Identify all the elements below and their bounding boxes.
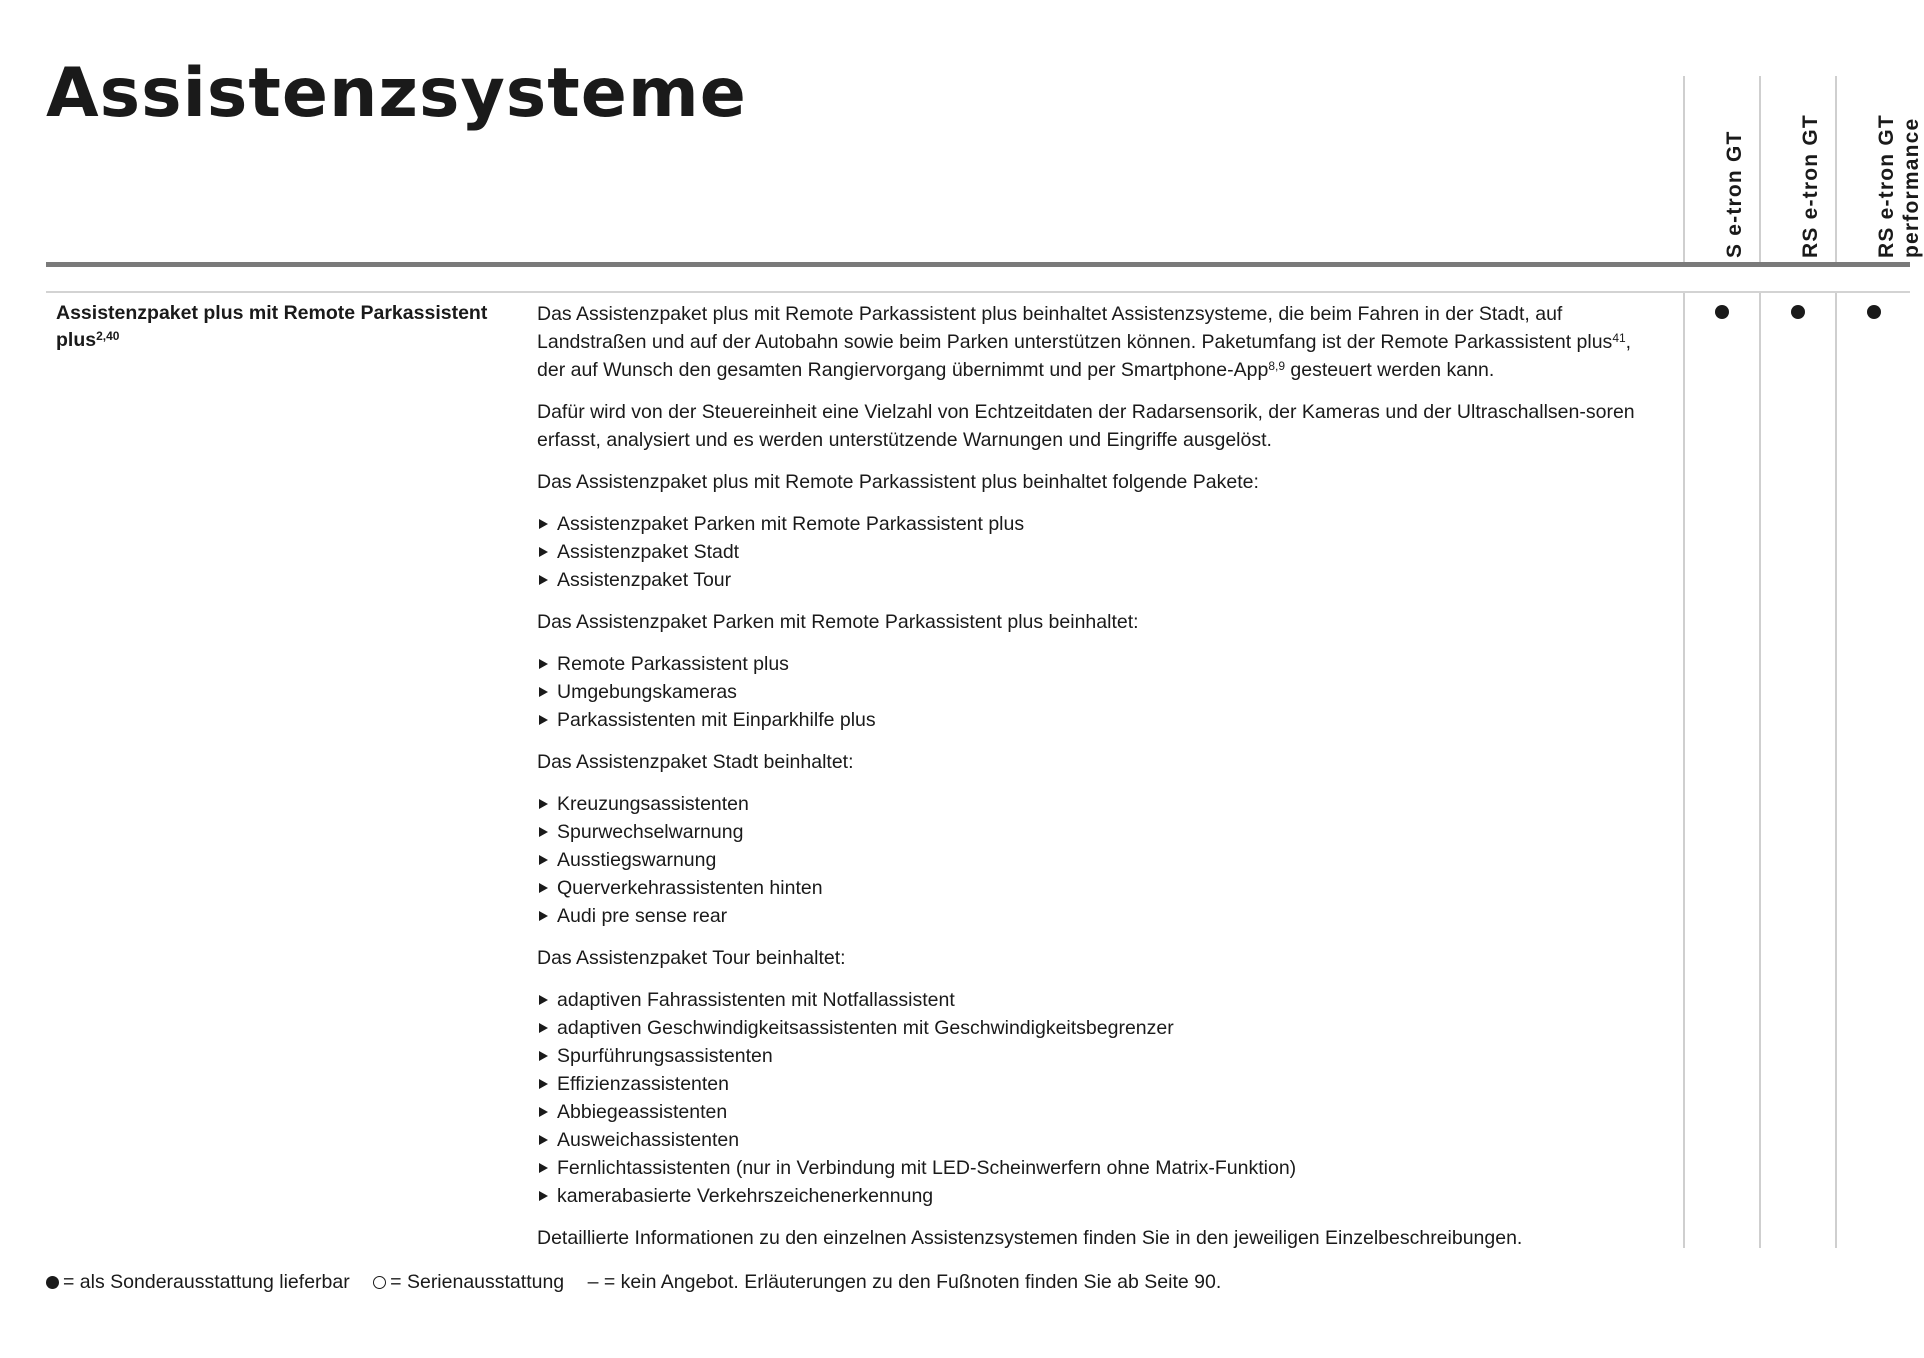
legend — [46, 1268, 1239, 1296]
optional-equipment-dot — [1867, 305, 1881, 319]
list-item: kamerabasierte Verkehrszeichenerkennung — [537, 1182, 1657, 1210]
list-item: Parkassistenten mit Einparkhilfe plus — [537, 706, 1657, 734]
availability-cell-s-etron-gt — [1683, 293, 1759, 1248]
list-item: Assistenzpaket Parken mit Remote Parkassistent plus — [537, 510, 1657, 538]
optional-equipment-dot — [1715, 305, 1729, 319]
feature-name: Assistenzpaket plus mit Remote Parkassistent plus$^{2,40}$ — [56, 302, 488, 351]
parken-intro: Das Assistenzpaket Parken mit Remote Parkassistent plus beinhaltet: — [537, 611, 1139, 633]
list-item: Fernlichtassistenten (nur in Verbindung mit LED-Scheinwerfern ohne Matrix-Funktion) — [537, 1154, 1657, 1182]
legend-standard: = Serienausstattung — [373, 1268, 564, 1296]
column-header-s-etron-gt — [1683, 76, 1759, 262]
feature-description — [537, 300, 1657, 1266]
tour-list — [537, 986, 1657, 1210]
sensor-paragraph: Dafür wird von der Steuereinheit eine Vielzahl von Echtzeitdaten der Radarsensorik, der Kameras und der Ultraschallsen-soren erfasst, analysiert und es werden unterstützende Warnungen und Eingriffe ausgelöst. — [537, 401, 1635, 451]
column-label: RS e-tron GT performance — [1875, 114, 1923, 258]
hollow-circle-icon — [373, 1276, 386, 1289]
stadt-list — [537, 790, 1657, 930]
tour-intro: Das Assistenzpaket Tour beinhaltet: — [537, 947, 846, 969]
column-header-rs-etron-gt — [1759, 76, 1835, 262]
list-item: Audi pre sense rear — [537, 902, 1657, 930]
list-item: Ausweichassistenten — [537, 1126, 1657, 1154]
list-item: Remote Parkassistent plus — [537, 650, 1657, 678]
footnote-ref: 8,9 — [1268, 359, 1286, 373]
list-item: Assistenzpaket Tour — [537, 566, 1657, 594]
packages-intro: Das Assistenzpaket plus mit Remote Parkassistent plus beinhaltet folgende Pakete: — [537, 471, 1259, 493]
stadt-intro: Das Assistenzpaket Stadt beinhaltet: — [537, 751, 854, 773]
list-item: Assistenzpaket Stadt — [537, 538, 1657, 566]
header-divider — [46, 262, 1910, 267]
list-item: Spurwechselwarnung — [537, 818, 1657, 846]
intro-paragraph: Das Assistenzpaket plus mit Remote Parkassistent plus beinhaltet Assistenzsysteme, die beim Fahren in der Stadt, auf Landstraßen und auf der Autobahn sowie beim Parken unterstützen können. Paketumfang ist der Remote Parkassistent plus$^{41}$, der auf Wunsch den gesamten Rangiervorgang übernimmt und per Smartphone-App$^{8,9}$ gesteuert werden kann. — [537, 303, 1632, 381]
parken-list — [537, 650, 1657, 734]
column-label: S e-tron GT — [1723, 130, 1746, 258]
list-item: Effizienzassistenten — [537, 1070, 1657, 1098]
legend-none: – = kein Angebot. Erläuterungen zu den Fußnoten finden Sie ab Seite 90. — [587, 1271, 1222, 1293]
list-item: Ausstiegswarnung — [537, 846, 1657, 874]
filled-circle-icon — [46, 1276, 59, 1289]
list-item: Umgebungskameras — [537, 678, 1657, 706]
availability-cell-rs-etron-gt-performance — [1835, 293, 1911, 1248]
optional-equipment-dot — [1791, 305, 1805, 319]
legend-optional: = als Sonderausstattung lieferbar — [46, 1268, 350, 1296]
column-label: RS e-tron GT — [1799, 114, 1822, 258]
footnote-ref: 41 — [1612, 331, 1626, 345]
packages-list — [537, 510, 1657, 594]
row-top-divider — [46, 291, 1910, 293]
availability-cell-rs-etron-gt — [1759, 293, 1835, 1248]
list-item: Kreuzungsassistenten — [537, 790, 1657, 818]
list-item: Spurführungsassistenten — [537, 1042, 1657, 1070]
list-item: Querverkehrassistenten hinten — [537, 874, 1657, 902]
list-item: adaptiven Geschwindigkeitsassistenten mit Geschwindigkeitsbegrenzer — [537, 1014, 1657, 1042]
column-header-rs-etron-gt-performance — [1835, 76, 1923, 262]
closing-paragraph: Detaillierte Informationen zu den einzelnen Assistenzsystemen finden Sie in den jeweiligen Einzelbeschreibungen. — [537, 1227, 1523, 1249]
footnote-ref: 2,40 — [96, 329, 120, 343]
list-item: adaptiven Fahrassistenten mit Notfallassistent — [537, 986, 1657, 1014]
list-item: Abbiegeassistenten — [537, 1098, 1657, 1126]
page-title: Assistenzsysteme — [46, 54, 747, 133]
